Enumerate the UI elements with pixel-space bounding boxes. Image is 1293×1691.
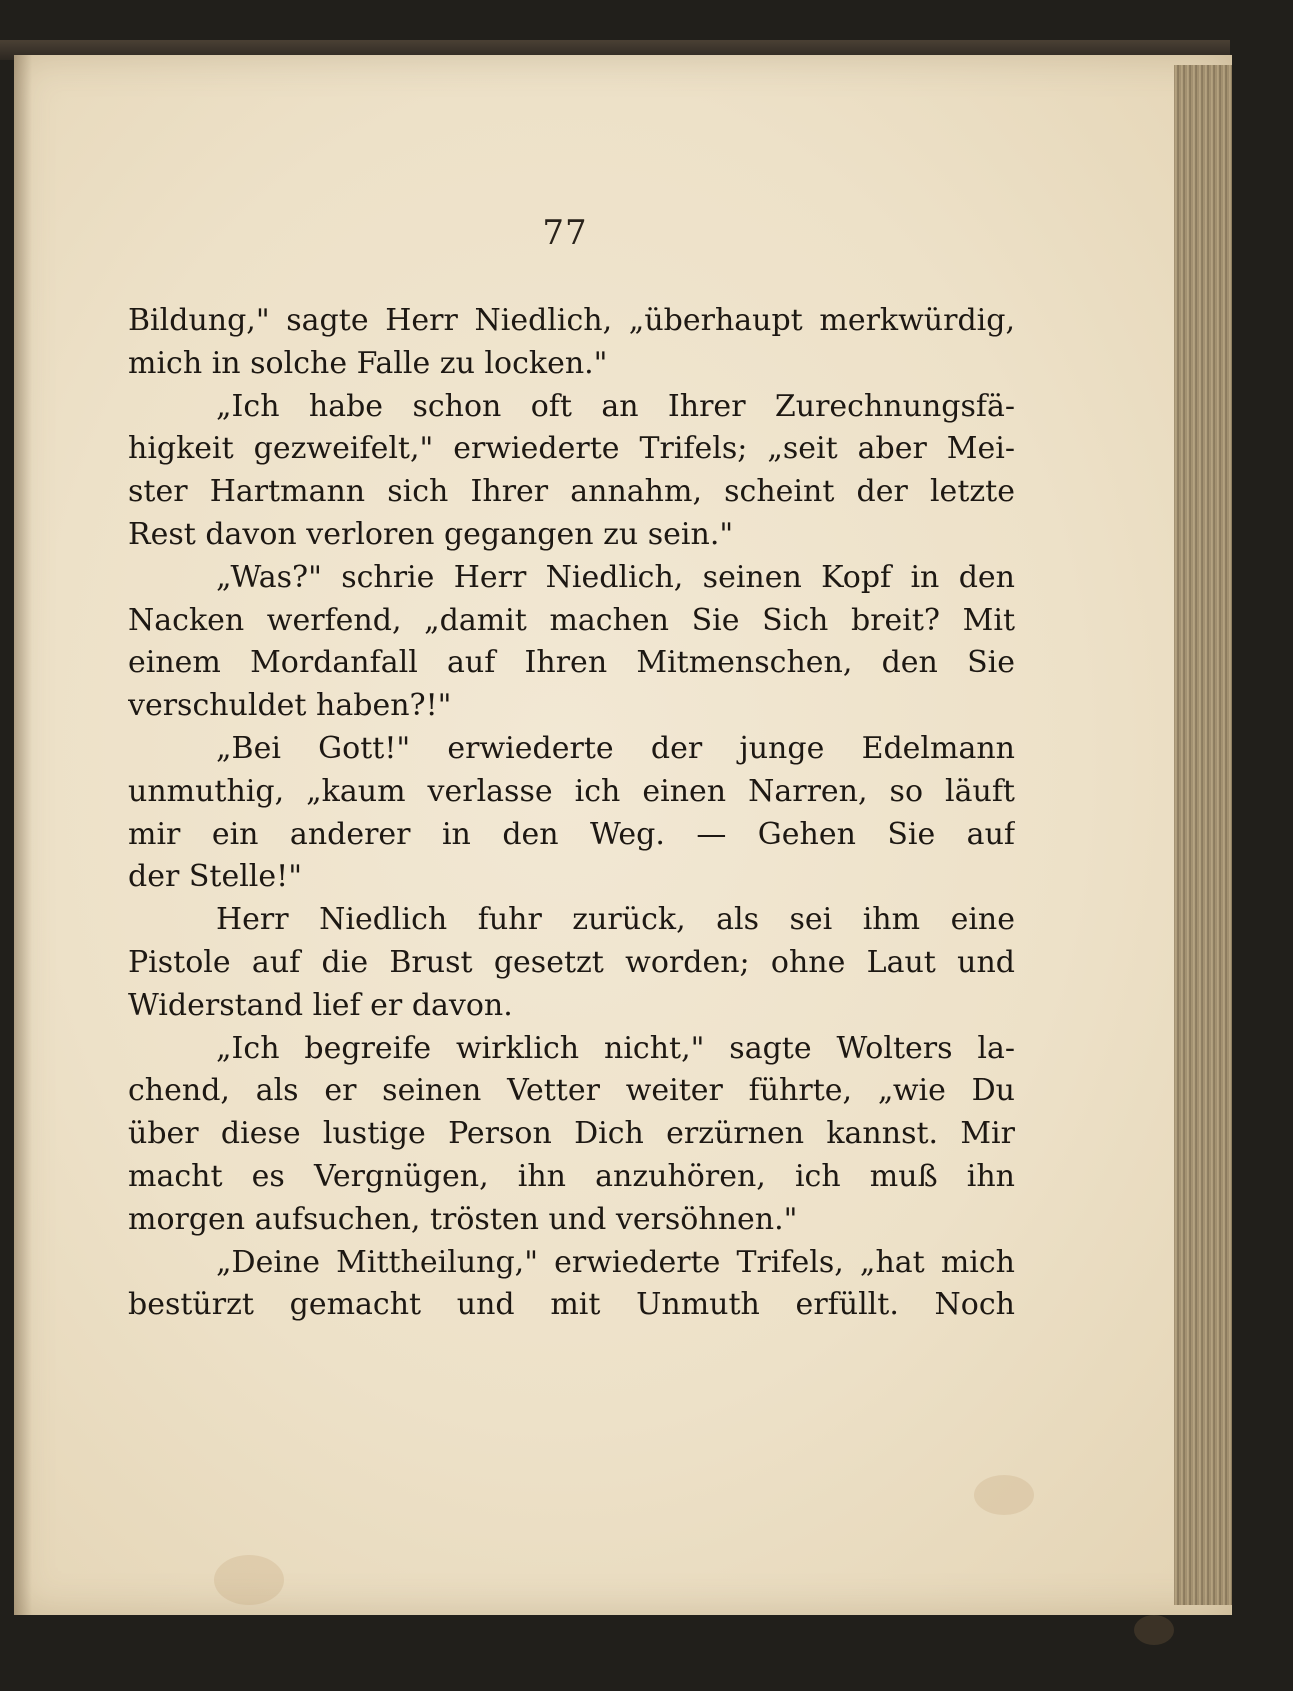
text-line: verschuldet haben?!" bbox=[128, 688, 452, 724]
text-line: „Was?" schrie Herr Niedlich, seinen Kopf in den bbox=[216, 559, 1015, 595]
text-line: „Bei Gott!" erwiederte der junge Edelmann bbox=[216, 730, 1015, 766]
text-line: Widerstand lief er davon. bbox=[128, 987, 513, 1023]
text-line: bestürzt gemacht und mit Unmuth erfüllt. Noch bbox=[128, 1287, 1015, 1323]
text-line: Pistole auf die Brust gesetzt worden; ohne Laut und bbox=[128, 944, 1015, 980]
text-line: einem Mordanfall auf Ihren Mitmenschen, den Sie bbox=[128, 645, 1015, 681]
gutter-shadow bbox=[14, 55, 32, 1615]
text-line: mich in solche Falle zu locken." bbox=[128, 345, 608, 381]
text-line: ster Hartmann sich Ihrer annahm, scheint der letzte bbox=[128, 474, 1015, 510]
text-line: chend, als er seinen Vetter weiter führte, „wie Du bbox=[128, 1073, 1015, 1109]
text-line: Herr Niedlich fuhr zurück, als sei ihm eine bbox=[216, 902, 1015, 938]
text-line: higkeit gezweifelt," erwiederte Trifels; „seit aber Mei- bbox=[128, 431, 1015, 467]
text-line: Nacken werfend, „damit machen Sie Sich breit? Mit bbox=[128, 602, 1015, 638]
foxing-stain bbox=[974, 1475, 1034, 1515]
body-text bbox=[128, 300, 1015, 1327]
foxing-stain bbox=[214, 1555, 284, 1605]
foxing-stain bbox=[1134, 1615, 1174, 1645]
text-line: Rest davon verloren gegangen zu sein." bbox=[128, 516, 734, 552]
page-number: 77 bbox=[542, 213, 588, 253]
text-line: über diese lustige Person Dich erzürnen kannst. Mir bbox=[128, 1116, 1015, 1152]
text-line: mir ein anderer in den Weg. — Gehen Sie auf bbox=[128, 816, 1015, 852]
text-line: morgen aufsuchen, trösten und versöhnen." bbox=[128, 1201, 798, 1237]
text-line: „Ich begreife wirklich nicht," sagte Wolters la- bbox=[216, 1030, 1015, 1066]
text-line: macht es Vergnügen, ihn anzuhören, ich muß ihn bbox=[128, 1158, 1015, 1194]
text-line: „Deine Mittheilung," erwiederte Trifels, „hat mich bbox=[216, 1244, 1015, 1280]
text-line: „Ich habe schon oft an Ihrer Zurechnungsfä- bbox=[216, 388, 1015, 424]
text-line: Bildung," sagte Herr Niedlich, „überhaupt merkwürdig, bbox=[128, 303, 1015, 338]
page-edges bbox=[1174, 65, 1232, 1605]
text-line: der Stelle!" bbox=[128, 859, 302, 895]
text-line: unmuthig, „kaum verlasse ich einen Narren, so läuft bbox=[128, 773, 1015, 809]
